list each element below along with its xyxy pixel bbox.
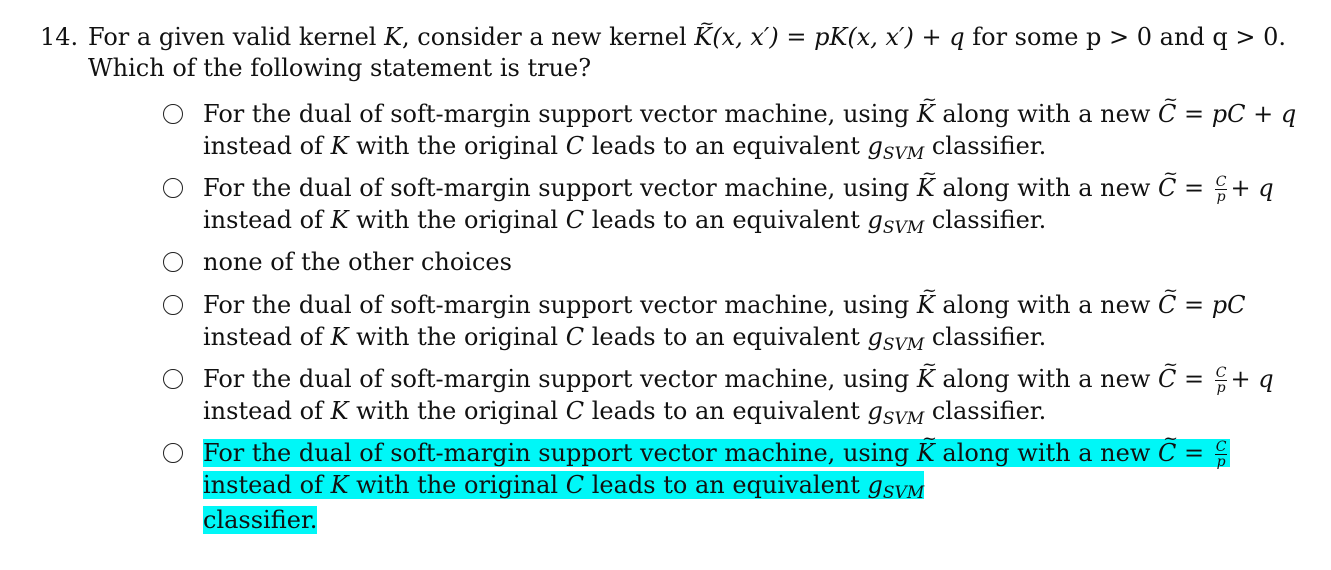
c-tilde: ~ C [1158, 172, 1176, 204]
fraction-denominator: p [1216, 189, 1226, 205]
radio-button[interactable] [163, 369, 183, 389]
fraction [1215, 366, 1228, 395]
question-block [40, 22, 1310, 84]
formula: + q [1230, 365, 1274, 393]
choice-text: along with a new [934, 174, 1159, 202]
choice-text: along with a new [934, 365, 1159, 393]
choice-text: classifier. [924, 132, 1047, 160]
choice-text: with the original [348, 471, 566, 499]
choice-text: with the original [348, 397, 566, 425]
fraction [1215, 175, 1228, 204]
choice-label [203, 437, 1230, 536]
g-symbol: g [867, 323, 883, 351]
k-tilde: ~ K [917, 172, 935, 204]
choice-text: none of the other choices [203, 248, 512, 276]
c-symbol: C [565, 323, 585, 351]
formula: = [1176, 174, 1212, 202]
g-subscript: SVM [882, 144, 925, 164]
k-tilde: ~ K [917, 289, 935, 321]
choice-text: instead of [203, 206, 331, 234]
k-symbol: K [330, 471, 349, 499]
k-symbol: K [330, 132, 349, 160]
choice-label [203, 98, 1296, 165]
choice-text: For the dual of soft-margin support vector machine, using [203, 174, 917, 202]
fraction [1215, 440, 1228, 469]
choice-text: leads to an equivalent [584, 323, 868, 351]
fraction-denominator: p [1216, 380, 1226, 396]
choice-text: For the dual of soft-margin support vector machine, using [203, 365, 917, 393]
c-symbol: C [565, 206, 585, 234]
choice-text: along with a new [934, 100, 1159, 128]
choice-text: instead of [203, 132, 331, 160]
radio-button[interactable] [163, 252, 183, 272]
choice-text: classifier. [924, 323, 1047, 351]
highlighted-text [203, 471, 925, 503]
choice-label [203, 289, 1245, 356]
radio-button[interactable] [163, 178, 183, 198]
formula: + q [1230, 174, 1274, 202]
k-symbol: K [330, 323, 349, 351]
fraction-numerator: C [1215, 174, 1227, 190]
question-number: 14. [40, 23, 79, 51]
g-symbol: g [867, 206, 883, 234]
question-line-2: Which of the following statement is true? [88, 54, 592, 82]
radio-button[interactable] [163, 443, 183, 463]
choice-text: with the original [348, 323, 566, 351]
c-symbol: C [565, 397, 585, 425]
k-symbol: K [330, 206, 349, 234]
highlighted-text [203, 439, 1230, 470]
choice-label [203, 172, 1274, 239]
choice-text: along with a new [934, 291, 1159, 319]
choice-text: instead of [203, 323, 331, 351]
choice-text: leads to an equivalent [584, 206, 868, 234]
choice-text: classifier. [924, 397, 1047, 425]
g-subscript: SVM [882, 483, 925, 503]
kernel-tilde-symbol: ~ K [694, 22, 712, 53]
formula: = pC [1176, 291, 1246, 319]
g-subscript: SVM [882, 335, 925, 355]
choice-text: For the dual of soft-margin support vector machine, using [203, 100, 917, 128]
k-symbol: K [330, 397, 349, 425]
c-symbol: C [565, 132, 585, 160]
kernel-symbol: K [384, 23, 403, 51]
c-tilde: ~ C [1158, 98, 1176, 130]
choice-text: with the original [348, 206, 566, 234]
choice-text: instead of [203, 397, 331, 425]
choice-text: along with a new [934, 439, 1159, 467]
radio-button[interactable] [163, 104, 183, 124]
k-tilde: ~ K [917, 437, 935, 469]
formula: = [1176, 365, 1212, 393]
choice-label [203, 363, 1274, 430]
question-text-part: , consider a new kernel [402, 23, 695, 51]
choice-text: instead of [203, 471, 331, 499]
formula: = pC + q [1176, 100, 1297, 128]
fraction-numerator: C [1215, 365, 1227, 381]
radio-button[interactable] [163, 295, 183, 315]
choice-text: with the original [348, 132, 566, 160]
choice-text: For the dual of soft-margin support vector machine, using [203, 439, 917, 467]
choice-text: classifier. [924, 206, 1047, 234]
kernel-formula: (x, x′) = pK(x, x′) + q [712, 23, 965, 51]
choice-text: leads to an equivalent [584, 132, 868, 160]
k-tilde: ~ K [917, 98, 935, 130]
c-tilde: ~ C [1158, 437, 1176, 469]
fraction-numerator: C [1215, 439, 1227, 455]
c-symbol: C [565, 471, 585, 499]
choice-text: For the dual of soft-margin support vector machine, using [203, 291, 917, 319]
g-symbol: g [867, 397, 883, 425]
c-tilde: ~ C [1158, 289, 1176, 321]
choice-label [203, 246, 512, 278]
g-symbol: g [867, 471, 883, 499]
question-text-part: for some p > 0 and q > 0. [964, 23, 1287, 51]
g-subscript: SVM [882, 409, 925, 429]
g-symbol: g [867, 132, 883, 160]
k-tilde: ~ K [917, 363, 935, 395]
choice-text: leads to an equivalent [584, 471, 868, 499]
formula: = [1176, 439, 1212, 467]
question-line-1 [40, 22, 1310, 53]
c-tilde: ~ C [1158, 363, 1176, 395]
choice-text: leads to an equivalent [584, 397, 868, 425]
highlighted-text: classifier. [203, 506, 318, 534]
g-subscript: SVM [882, 218, 925, 238]
fraction-denominator: p [1216, 454, 1226, 470]
question-text-part: For a given valid kernel [88, 23, 385, 51]
